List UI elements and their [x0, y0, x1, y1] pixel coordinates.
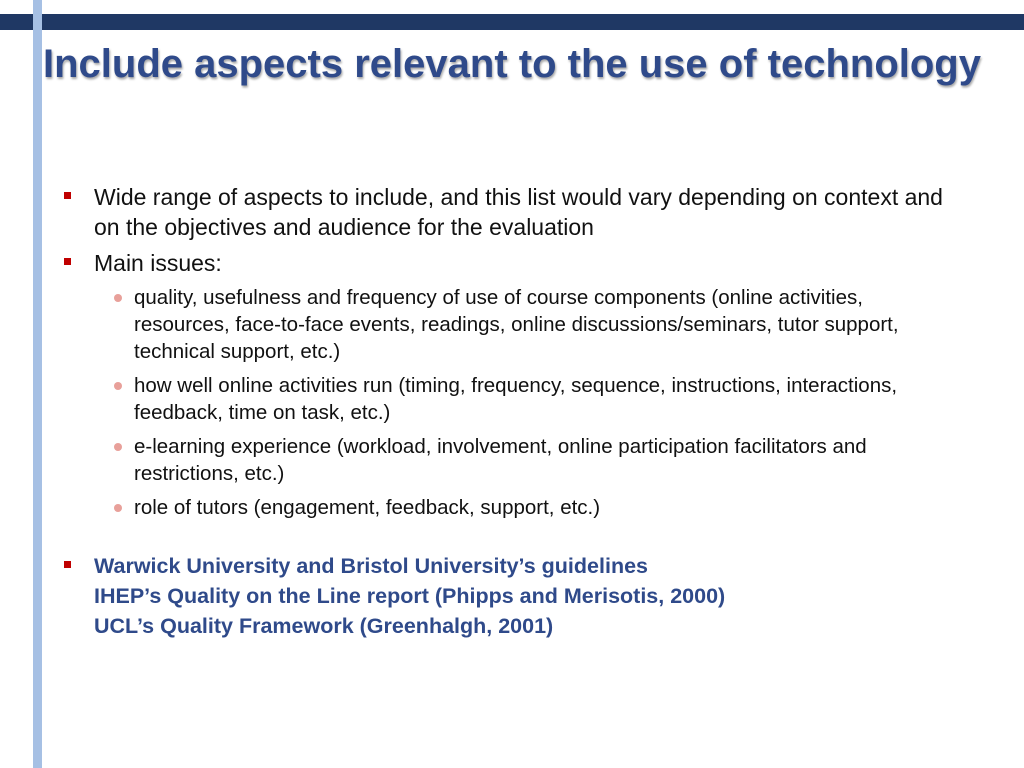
sub-bullet-item [110, 372, 962, 426]
square-bullet-icon [64, 192, 71, 199]
top-accent-bar [0, 14, 1024, 30]
round-bullet-icon [114, 382, 122, 390]
sub-bullet-item [110, 494, 962, 521]
square-bullet-icon [64, 258, 71, 265]
bullet-item [62, 248, 962, 278]
round-bullet-icon [114, 443, 122, 451]
slide-title: Include aspects relevant to the use of technology [43, 42, 981, 86]
round-bullet-icon [114, 294, 122, 302]
sub-bullet-item [110, 433, 962, 487]
left-accent-bar [33, 0, 42, 768]
bullet-text: Main issues: [94, 250, 222, 276]
square-bullet-icon [64, 561, 71, 568]
slide-body [62, 182, 962, 647]
sub-bullet-item [110, 284, 962, 365]
sub-bullet-text: quality, usefulness and frequency of use of course components (online activities, resources, face-to-face events, readings, online discussions/seminars, tutor support, technical support, etc.) [134, 286, 899, 363]
sub-bullet-text: role of tutors (engagement, feedback, support, etc.) [134, 496, 601, 519]
round-bullet-icon [114, 504, 122, 512]
reference-ihep: IHEP’s Quality on the Line report (Phipps and Merisotis, 2000) [94, 584, 726, 608]
sub-bullet-list [62, 284, 962, 521]
reference-warwick-bristol: Warwick University and Bristol University’s guidelines [94, 554, 648, 578]
sub-bullet-text: how well online activities run (timing, frequency, sequence, instructions, interactions, feedback, time on task, etc.) [134, 374, 898, 424]
sub-bullet-text: e-learning experience (workload, involvement, online participation facilitators and restrictions, etc.) [134, 435, 867, 485]
reference-ucl: UCL’s Quality Framework (Greenhalgh, 2001) [94, 614, 554, 638]
bullet-text: Wide range of aspects to include, and this list would vary depending on context and on the objectives and audience for the evaluation [94, 184, 943, 240]
references-bullet [62, 551, 962, 641]
bullet-item [62, 182, 962, 242]
